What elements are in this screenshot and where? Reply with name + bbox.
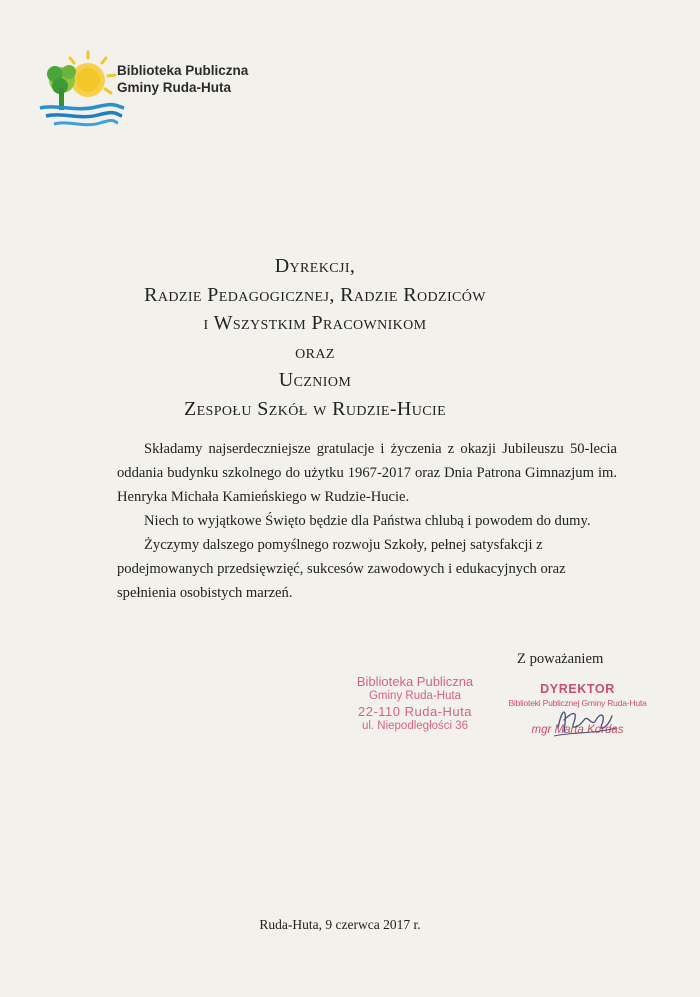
stamp-line: Gminy Ruda-Huta: [368, 690, 462, 702]
place-date: [0, 917, 700, 933]
body-paragraph: Życzymy dalszego pomyślnego rozwoju Szkoły, pełnej satysfakcji z podejmowanych przedsięwzięć, sukcesów zawodowych i edukacyjnych oraz spełnienia osobistych marzeń.: [117, 537, 566, 601]
letterhead-line1: Biblioteka Publiczna: [117, 63, 249, 78]
body-paragraph: Niech to wyjątkowe Święto będzie dla Państwa chlubą i powodem do dumy.: [144, 513, 591, 529]
stamp-line: ul. Niepodległości 36: [361, 720, 469, 732]
director-name: mgr Marta Kordas: [531, 724, 624, 736]
director-institution: Biblioteki Publicznej Gminy Ruda-Huta: [508, 698, 647, 708]
director-title: DYREKTOR: [540, 682, 615, 696]
body-paragraph: Składamy najserdeczniejsze gratulacje i życzenia z okazji Jubileuszu 50-lecia oddania budynku szkolnego do użytku 1967-2017 oraz Dnia Patrona Gimnazjum im. Henryka Michała Kamieńskiego w Rudzie-Hucie.: [117, 441, 617, 505]
addressee-line: i Wszystkim Pracownikom: [203, 312, 427, 334]
addressee-line: Uczniom: [278, 369, 352, 391]
addressee-line: Zespołu Szkół w Rudzie-Hucie: [183, 397, 447, 420]
library-logo-icon: [36, 50, 126, 132]
letterhead-line2: Gminy Ruda-Huta: [117, 80, 232, 95]
letterhead-name: [117, 62, 248, 96]
stamp-line: Biblioteka Publiczna: [356, 674, 474, 689]
library-stamp: [335, 674, 495, 734]
closing-regards: Z poważaniem: [517, 651, 604, 667]
letter-body: [117, 437, 617, 605]
place-date-text: Ruda-Huta, 9 czerwca 2017 r.: [259, 917, 421, 932]
addressee-line: oraz: [295, 340, 335, 363]
addressee-block: [0, 252, 630, 423]
addressee-line: Dyrekcji,: [274, 255, 356, 277]
stamp-line: 22-110 Ruda-Huta: [358, 704, 472, 719]
addressee-line: Radzie Pedagogicznej, Radzie Rodziców: [144, 283, 486, 306]
signature-icon: [548, 698, 620, 744]
